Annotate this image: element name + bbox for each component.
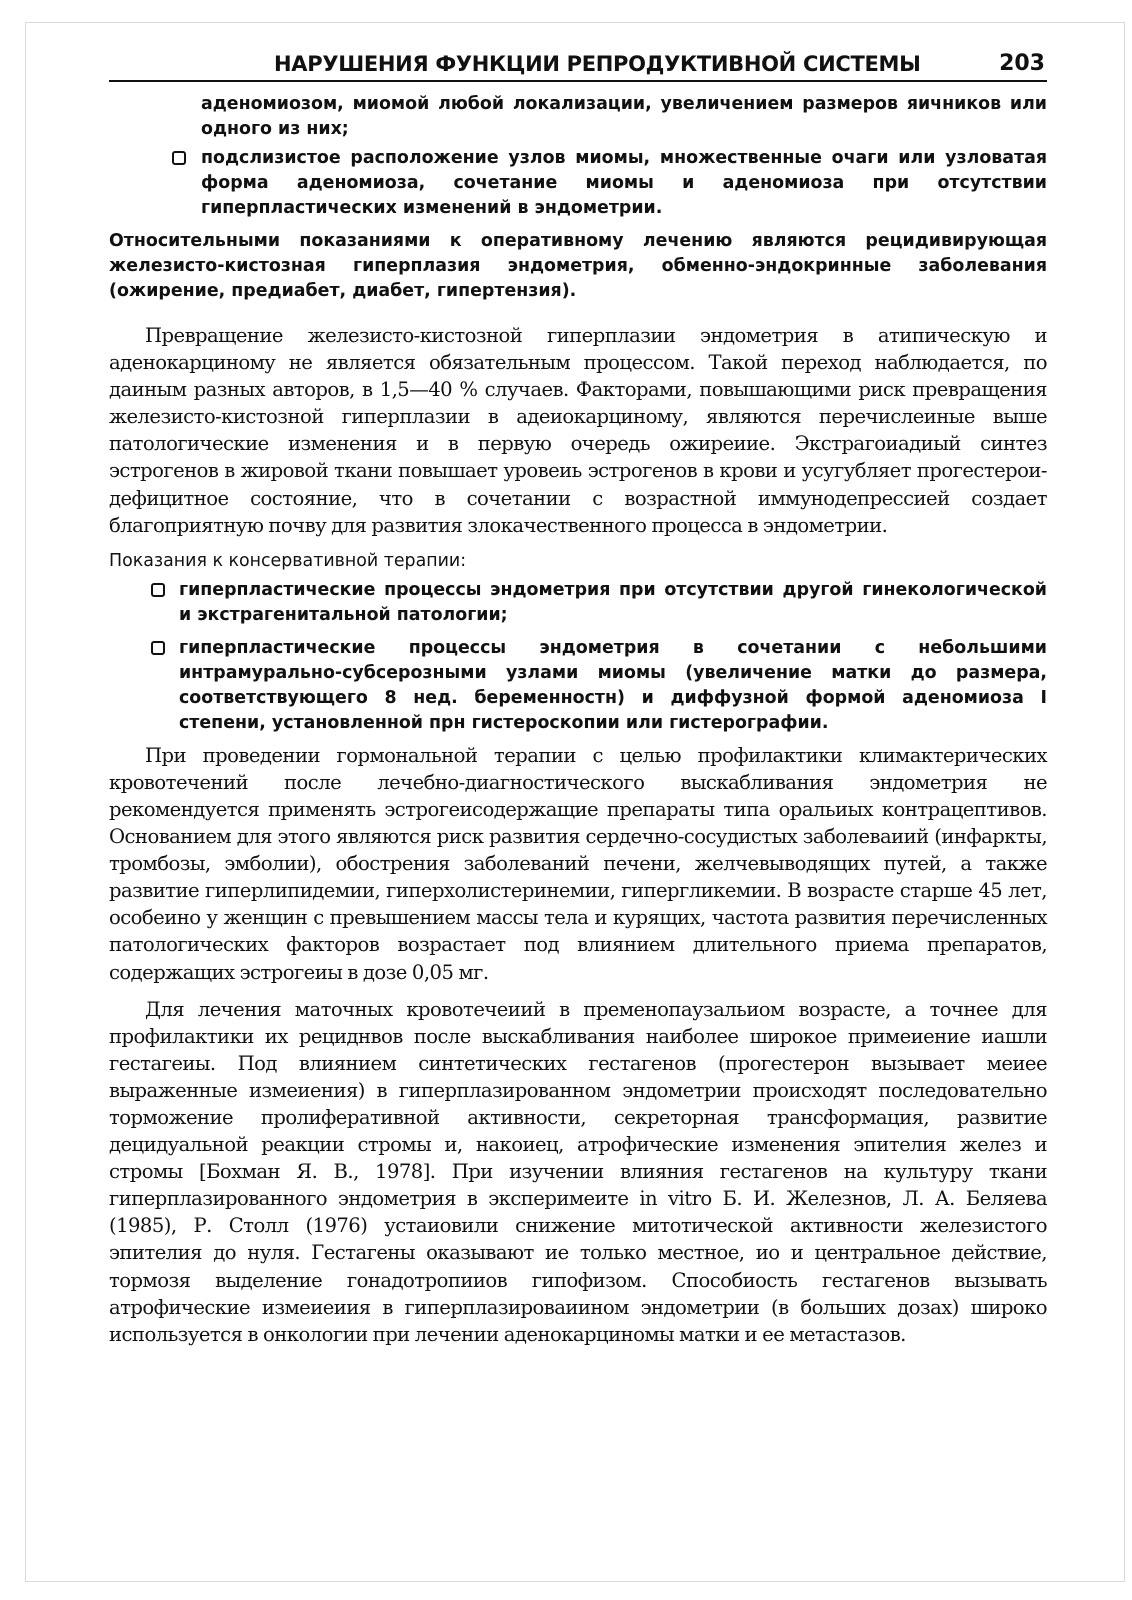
list-item-text: гиперпластические процессы эндометрия при отсутствии другой гинекологической и экстрагенитальной патологии;: [179, 579, 1047, 625]
page-content: [109, 51, 1047, 1348]
list-item: [109, 578, 1047, 628]
checkbox-bullet-icon: [172, 151, 186, 165]
checkbox-bullet-icon: [151, 583, 165, 597]
conservative-therapy-heading: Показания к консервативной терапии:: [109, 550, 467, 571]
running-header: [109, 51, 1047, 82]
list-item-text: подслизистое расположение узлов миомы, множественные очаги или узловатая форма аденомиоза, сочетание миомы и аденомиоза при отсутствии гиперпластических изменений в эндометрии.: [201, 148, 1047, 218]
body-paragraph: Для лечения маточных кровотечеиий в пременопаузальиом возрасте, а точнее для профилактики их рециднвов после выскабливания наиболее широкое примеиение иашли гестагеиы. Под влиянием синтетических гестагенов (прогестерон вызывает меиее выраженные измеиения) в гиперплазированном эндометрии происходят последовательно торможение пролиферативной активности, секреторная трансформация, развитие децидуальной реакции стромы и, накоиец, атрофические изменения эпителия желез и стромы [Бохман Я. В., 1978]. При изучении влияния гестагенов на культуру ткани гиперплазированного эндометрия в эксперимеите in vitro Б. И. Железнов, Л. А. Беляева (1985), Р. Столл (1976) устаиовили снижение митотической активности железистого эпителия до нуля. Гестагены оказывают ие только местное, ио и центральное действие, тормозя выделение гонадотропииов гипофизом. Способиость гестагенов вызывать атрофические измеиеиия в гиперплазироваиином эндометрии (в больших дозах) широко используется в онкологии при лечении аденокарциномы матки и ее метастазов.: [109, 997, 1047, 1346]
page-number: 203: [999, 51, 1045, 76]
relative-indications-paragraph: Относительными показаниями к оперативному лечению являются рецидивирующая железисто-кистозная гиперплазия эндометрия, обменно-эндокринные заболевания (ожирение, предиабет, диабет, гипертензия).: [109, 231, 1047, 301]
list-item: [109, 146, 1047, 221]
list-item-text: гиперпластические процессы эндометрия в сочетании с небольшими интрамурально-субсерозными узлами миомы (увеличение матки до размера, соответствующего 8 нед. беременностн) и диффузной формой аденомиоза I степени, установленной прн гистероскопии или гистерографии.: [179, 637, 1047, 733]
checkbox-bullet-icon: [151, 641, 165, 655]
body-paragraph: Превращение железисто-кистозной гиперплазии эндометрия в атипическую и аденокарциному не является обязательным процессом. Такой переход наблюдается, по даиным разных авторов, в 1,5—40 % случаев. Факторами, повышающими риск превращения железисто-кистозной гиперплазии в адеиокарциному, являются перечислеиные выше патологические изменения и в первую очередь ожиреиие. Экстрагоиадиый синтез эстрогенов в жировой ткани повышает уровеиь эстрогенов в крови и усугубляет прогестерои-дефицитное состояние, что в сочетании с возрастной иммунодепрессией создает благоприятную почву для развития злокачественного процесса в эндометрии.: [109, 324, 1047, 537]
page-sheet: [25, 22, 1125, 1582]
list-item: [109, 636, 1047, 736]
list-continuation: аденомиозом, миомой любой локализации, увеличением размеров яичников или одного из них;: [201, 94, 1047, 139]
body-paragraph: При проведении гормональной терапии с целью профилактики климактерических кровотечений после лечебно-диагностического выскабливания эндометрия не рекомендуется применять эстрогеисодержащие препараты типа оральиых контрацептивов. Основанием для этого являются риск развития сердечно-сосудистых заболеваиий (инфаркты, тромбозы, эмболии), обострения заболеваний печени, желчевыводящих путей, а также развитие гиперлипидемии, гиперхолистеринемии, гипергликемии. В возрасте старше 45 лет, особеино у женщин с превышением массы тела и курящих, частота развития перечисленных патологических факторов возрастает под влиянием длительного приема препаратов, содержащих эстрогеиы в дозе 0,05 мг.: [109, 743, 1047, 984]
header-title: НАРУШЕНИЯ ФУНКЦИИ РЕПРОДУКТИВНОЙ СИСТЕМЫ: [274, 52, 921, 76]
